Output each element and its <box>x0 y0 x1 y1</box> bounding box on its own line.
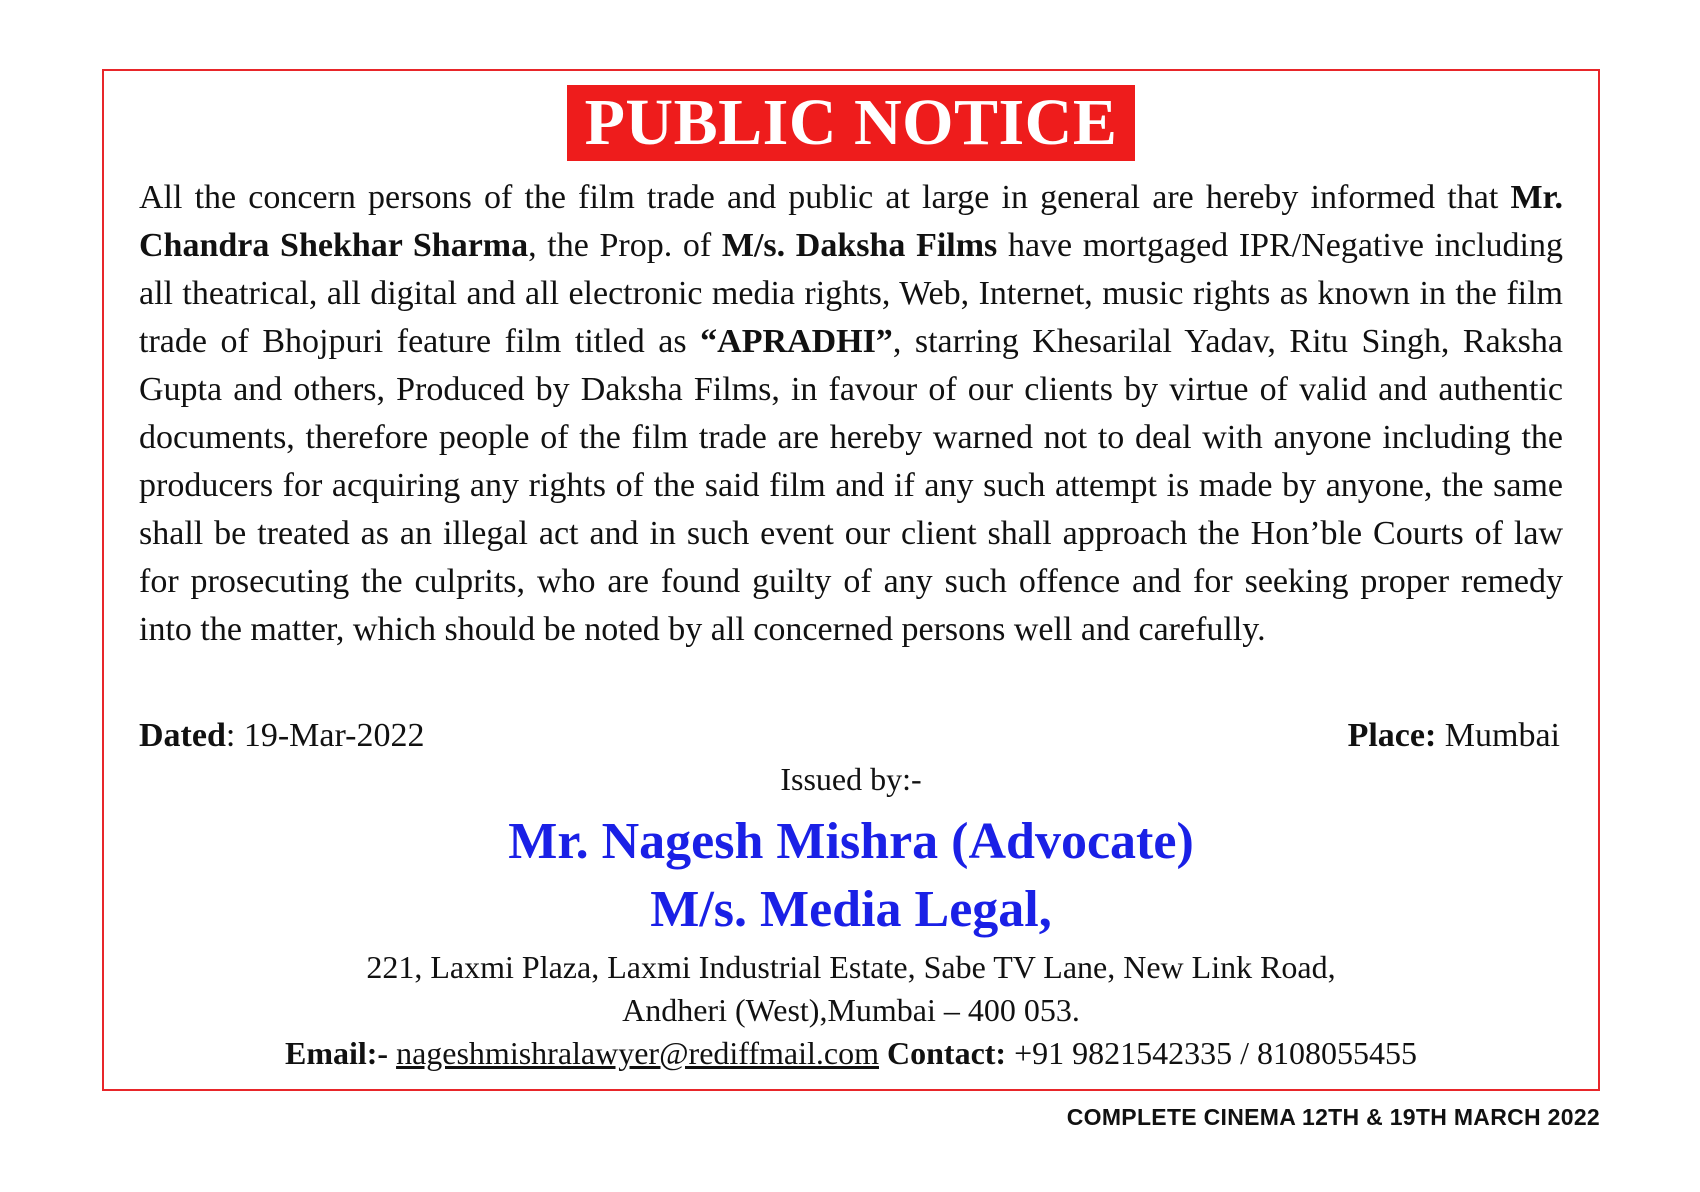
notice-title: PUBLIC NOTICE <box>567 85 1136 161</box>
dated-line <box>139 716 424 756</box>
date-place-row <box>139 716 1560 756</box>
contact-numbers: +91 9821542335 / 8108055455 <box>1006 1035 1418 1071</box>
body-text-segment: All the concern persons of the film trade and public at large in general are hereby informed that <box>139 179 1511 216</box>
place-line <box>1348 716 1560 756</box>
issuer-name: Mr. Nagesh Mishra (Advocate) <box>508 813 1194 870</box>
place-label: Place: <box>1347 717 1437 754</box>
email-link[interactable]: nageshmishralawyer@rediffmail.com <box>396 1035 879 1071</box>
email-label: Email:- <box>284 1035 389 1071</box>
body-text-bold-film-title: “APRADHI” <box>700 323 893 360</box>
body-text-bold-company: M/s. Daksha Films <box>721 227 998 264</box>
issuer-firm: M/s. Media Legal, <box>650 881 1052 938</box>
body-text-bold-name: Mr. Chandra Shekhar Sharma <box>139 179 1563 264</box>
address-line-1: 221, Laxmi Plaza, Laxmi Industrial Estate, Sabe TV Lane, New Link Road, <box>366 949 1336 985</box>
notice-frame <box>102 69 1600 1091</box>
body-text-segment: , starring Khesarilal Yadav, Ritu Singh, Raksha Gupta and others, Produced by Daksha Films, in favour of our clients by virtue of valid and authentic documents, therefore people of the film trade are hereby warned not to deal with anyone including the producers for acquiring any rights of the said film and if any such attempt is made by anyone, the same shall be treated as an illegal act and in such event our client shall approach the Hon’ble Courts of law for prosecuting the culprits, who are found guilty of any such offence and for seeking proper remedy into the matter, which should be noted by all concerned persons well and carefully. <box>139 323 1563 648</box>
place-value: Mumbai <box>1436 717 1560 754</box>
dated-value: : 19-Mar-2022 <box>225 717 425 754</box>
contact-line <box>104 1033 1598 1073</box>
contact-label: Contact: <box>887 1035 1007 1071</box>
dated-label: Dated <box>139 717 226 754</box>
publication-footer: COMPLETE CINEMA 12TH & 19TH MARCH 2022 <box>1066 1104 1600 1130</box>
notice-body <box>139 174 1563 654</box>
body-text-segment: , the Prop. of <box>528 227 722 264</box>
address-line-2: Andheri (West),Mumbai – 400 053. <box>622 992 1080 1028</box>
body-text-segment: have mortgaged IPR/Negative including all theatrical, all digital and all electronic media rights, Web, Internet, music rights as known in the film trade of Bhojpuri feature film titled as <box>139 227 1563 360</box>
issued-by: Issued by:- <box>780 761 922 797</box>
